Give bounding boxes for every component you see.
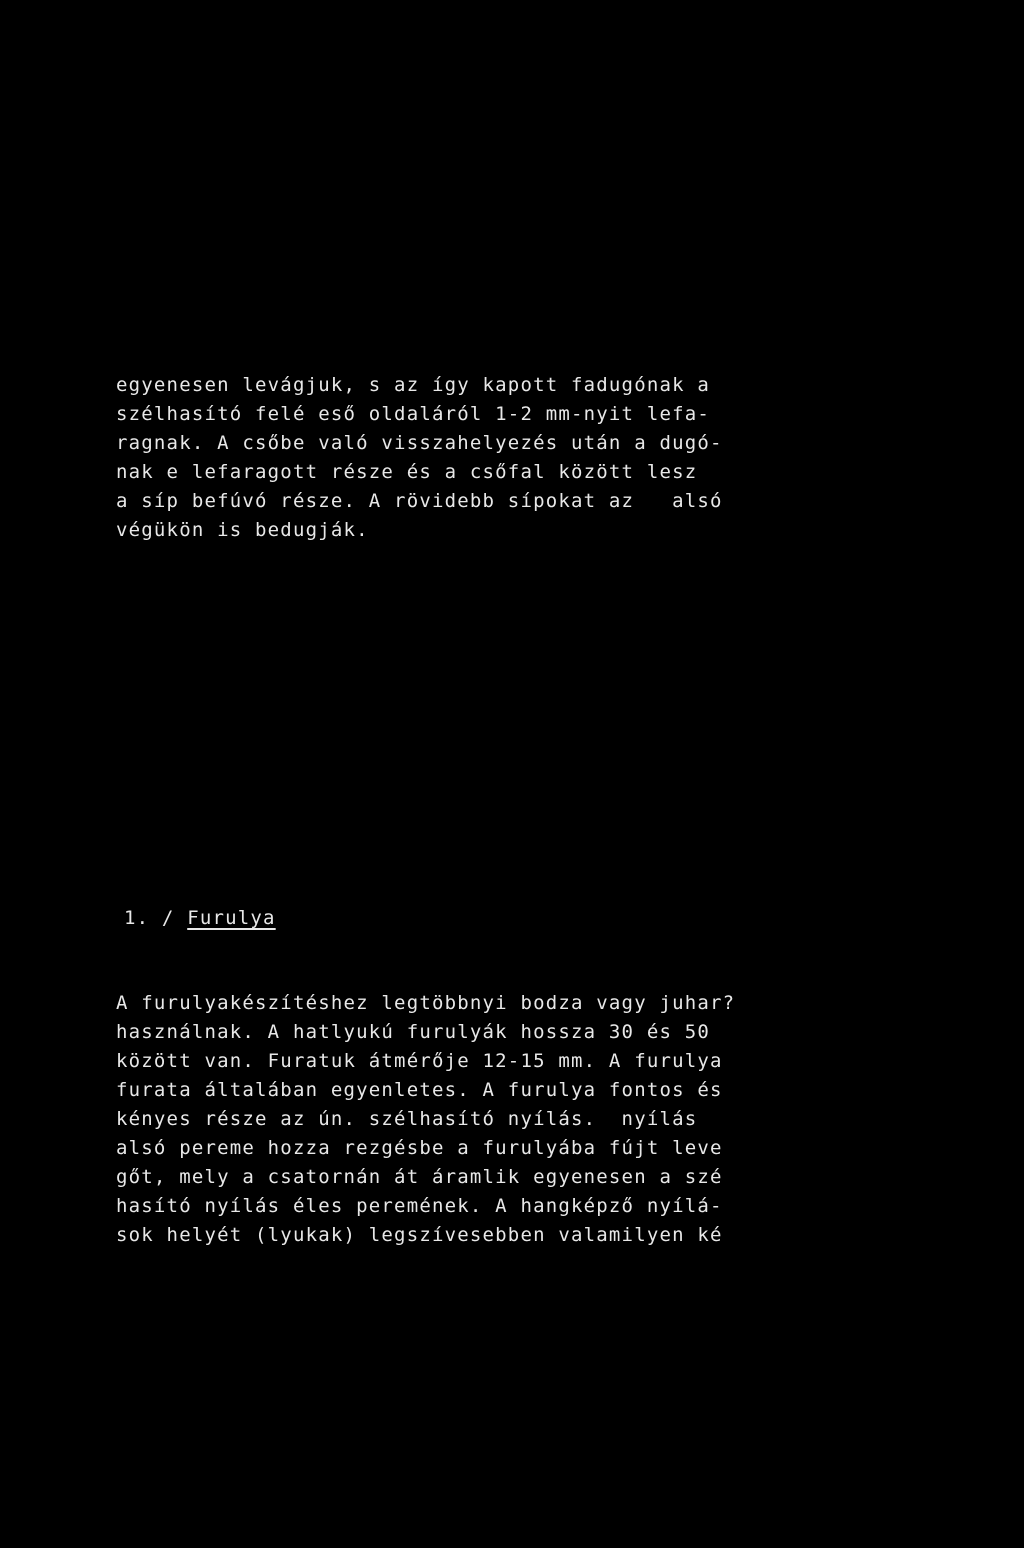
text-line: gőt, mely a csatornán át áramlik egyenesen a szé (116, 1166, 723, 1188)
text-line: a síp befúvó része. A rövidebb sípokat az alsó (116, 490, 723, 512)
text-line: sok helyét (lyukak) legszívesebben valamilyen ké (116, 1224, 723, 1246)
text-line: furata általában egyenletes. A furulya fontos és (116, 1079, 723, 1101)
text-line: kényes része az ún. szélhasító nyílás. nyílás (116, 1108, 698, 1130)
paragraph-1 (116, 371, 796, 545)
text-line: szélhasító felé eső oldaláról 1-2 mm-nyit lefa- (116, 403, 711, 425)
section-number: 1. / (124, 907, 188, 929)
text-line: végükön is bedugják. (116, 519, 369, 541)
text-line: ragnak. A csőbe való visszahelyezés után a dugó- (116, 432, 723, 454)
paragraph-2 (116, 989, 796, 1250)
text-line: hasító nyílás éles peremének. A hangképző nyílá- (116, 1195, 723, 1217)
text-line: A furulyakészítéshez legtöbbnyi bodza vagy juhar? (116, 992, 736, 1014)
section-title: Furulya (187, 907, 276, 929)
text-line: egyenesen levágjuk, s az így kapott fadugónak a (116, 374, 711, 396)
section-heading (124, 904, 276, 933)
text-line: nak e lefaragott része és a csőfal között lesz (116, 461, 698, 483)
text-line: között van. Furatuk átmérője 12-15 mm. A furulya (116, 1050, 723, 1072)
text-line: alsó pereme hozza rezgésbe a furulyába fújt leve (116, 1137, 723, 1159)
text-line: használnak. A hatlyukú furulyák hossza 30 és 50 (116, 1021, 711, 1043)
